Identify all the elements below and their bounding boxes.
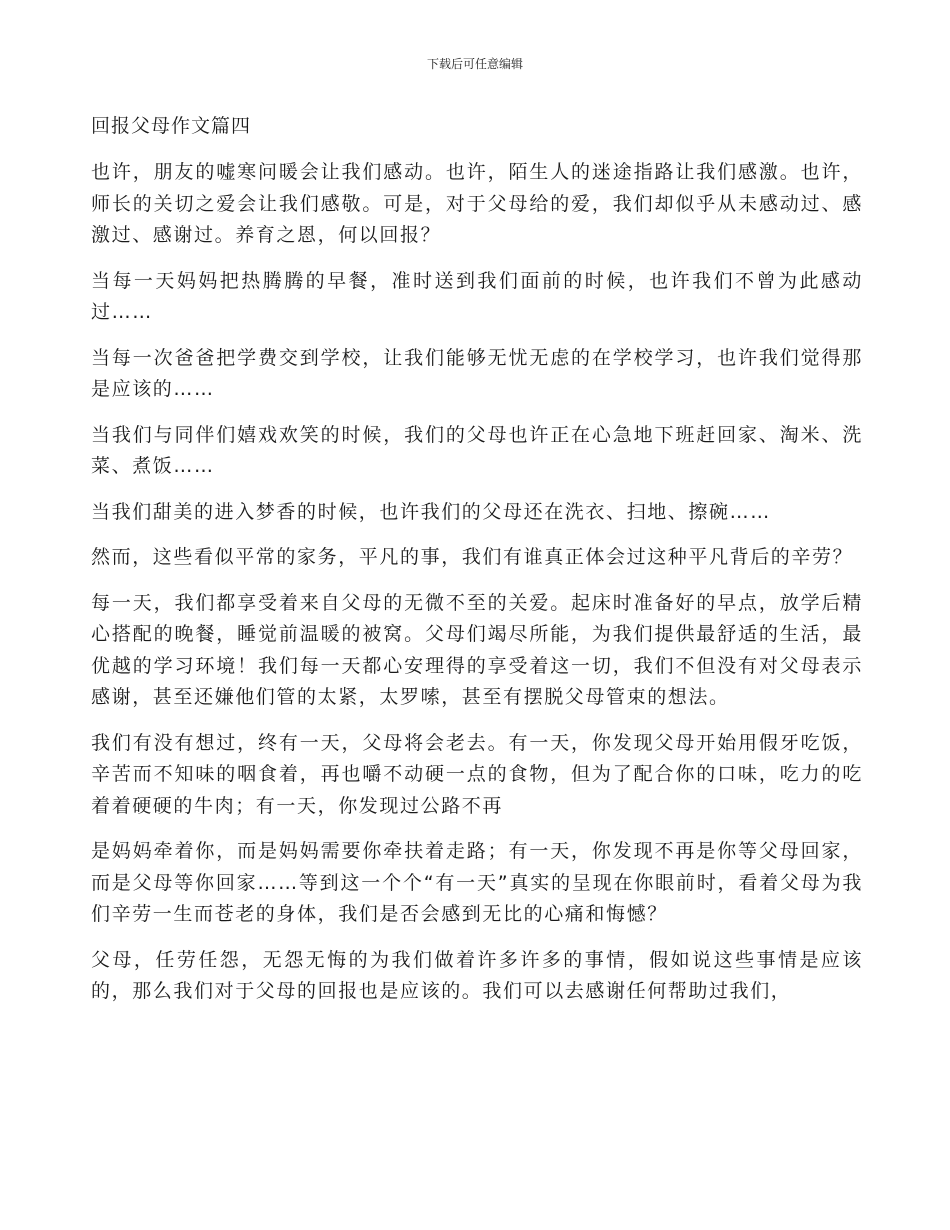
paragraph-8: 我们有没有想过，终有一天，父母将会老去。有一天，你发现父母开始用假牙吃饭，辛苦而不知味的咽食着，再也嚼不动硬一点的食物，但为了配合你的口味，吃力的吃着着硬硬的牛肉；有一天，你发现过公路不再 xyxy=(91,731,863,817)
paragraph-7: 每一天，我们都享受着来自父母的无微不至的关爱。起床时准备好的早点，放学后精心搭配的晚餐，睡觉前温暖的被窝。父母们竭尽所能，为我们提供最舒适的生活，最优越的学习环境！我们每一天都心安理得的享受着这一切，我们不但没有对父母表示感谢，甚至还嫌他们管的太紧，太罗嗦，甚至有摆脱父母管束的想法。 xyxy=(91,591,863,708)
paragraph-3: 当每一次爸爸把学费交到学校，让我们能够无忧无虑的在学校学习，也许我们觉得那是应该的…… xyxy=(91,346,863,400)
page-header: 下载后可任意编辑 xyxy=(426,57,523,71)
paragraph-2: 当每一天妈妈把热腾腾的早餐，准时送到我们面前的时候，也许我们不曾为此感动过…… xyxy=(91,269,863,323)
paragraph-6: 然而，这些看似平常的家务，平凡的事，我们有谁真正体会过这种平凡背后的辛劳？ xyxy=(91,546,854,568)
essay-title: 回报父母作文篇四 xyxy=(91,115,252,137)
paragraph-1: 也许，朋友的嘘寒问暖会让我们感动。也许，陌生人的迷途指路让我们感激。也许，师长的关切之爱会让我们感敬。可是，对于父母给的爱，我们却似乎从未感动过、感激过、感谢过。养育之恩，何以回报？ xyxy=(91,161,863,246)
paragraph-10: 父母，任劳任怨，无怨无悔的为我们做着许多许多的事情，假如说这些事情是应该的，那么我们对于父母的回报也是应该的。我们可以去感谢任何帮助过我们， xyxy=(91,948,863,1002)
paragraph-4: 当我们与同伴们嬉戏欢笑的时候，我们的父母也许正在心急地下班赶回家、淘米、洗菜、煮饭…… xyxy=(91,423,863,477)
document-body xyxy=(91,110,863,1022)
paragraph-5: 当我们甜美的进入梦香的时候，也许我们的父母还在洗衣、扫地、擦碗…… xyxy=(91,500,771,523)
paragraph-9: 是妈妈牵着你，而是妈妈需要你牵扶着走路；有一天，你发现不再是你等父母回家，而是父母等你回家……等到这一个个“有一天”真实的呈现在你眼前时，看着父母为我们辛劳一生而苍老的身体，我们是否会感到无比的心痛和悔憾？ xyxy=(91,840,863,925)
